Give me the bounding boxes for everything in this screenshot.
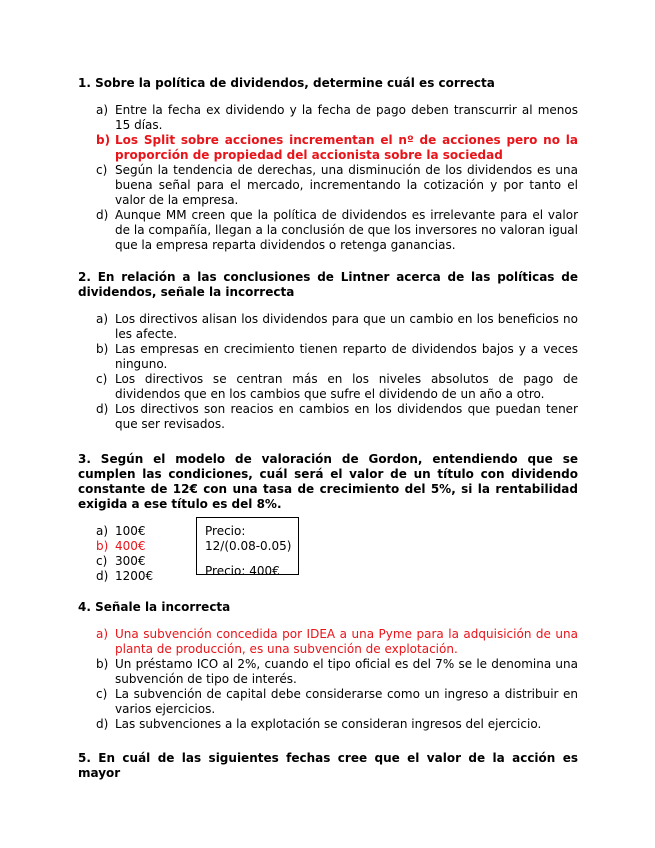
option-2c — [78, 372, 578, 402]
question-2-options — [78, 312, 578, 432]
question-2-title: 2. En relación a las conclusiones de Lintner acerca de las políticas de dividendos, señale la incorrecta — [78, 270, 578, 299]
option-4d — [78, 717, 578, 732]
calculation-spacer — [205, 554, 298, 564]
calculation-result: Precio: 400€ — [205, 564, 280, 578]
option-letter: c) — [96, 687, 108, 701]
option-4b — [78, 657, 578, 687]
option-letter: c) — [96, 554, 108, 568]
option-text: Los Split sobre acciones incrementan el nº de acciones pero no la proporción de propiedad del accionista sobre la sociedad — [115, 133, 578, 162]
option-letter: d) — [96, 402, 109, 416]
option-1b — [78, 133, 578, 163]
option-text: Los directivos se centran más en los niveles absolutos de pago de dividendos que en los cambios que sufre el dividendo de un año a otro. — [115, 372, 578, 401]
question-3-options — [78, 524, 178, 584]
option-letter: b) — [96, 133, 111, 147]
question-1 — [78, 76, 578, 253]
option-letter: a) — [96, 524, 109, 538]
option-letter: d) — [96, 717, 109, 731]
calculation-box — [196, 517, 299, 578]
option-letter: b) — [96, 657, 109, 671]
option-3a — [78, 524, 178, 539]
option-letter: d) — [96, 208, 109, 222]
question-5-title: 5. En cuál de las siguientes fechas cree que el valor de la acción es mayor — [78, 751, 578, 780]
option-text: Aunque MM creen que la política de dividendos es irrelevante para el valor de la compañía, llegan a la conclusión de que los inversores no valoran igual que la empresa reparta dividendos o retenga ganancias. — [115, 208, 578, 252]
question-5 — [78, 751, 578, 793]
option-letter: d) — [96, 569, 109, 583]
option-text: Los directivos son reacios en cambios en los dividendos que puedan tener que ser revisados. — [115, 402, 578, 431]
option-letter: a) — [96, 103, 109, 117]
option-3d — [78, 569, 178, 584]
option-letter: c) — [96, 372, 108, 386]
question-2 — [78, 270, 578, 432]
question-4-title: 4. Señale la incorrecta — [78, 600, 231, 614]
question-1-options — [78, 103, 578, 253]
option-letter: a) — [96, 627, 109, 641]
question-3-title: 3. Según el modelo de valoración de Gordon, entendiendo que se cumplen las condiciones, cuál será el valor de un título con dividendo constante de 12€ con una tasa de crecimiento del 5%, si la rentabilidad exigida a ese título es del 8%. — [78, 452, 578, 511]
option-1a — [78, 103, 578, 133]
option-text: 100€ — [115, 524, 146, 538]
question-1-title: 1. Sobre la política de dividendos, determine cuál es correcta — [78, 76, 495, 90]
option-text: La subvención de capital debe considerarse como un ingreso a distribuir en varios ejercicios. — [115, 687, 578, 716]
option-2a — [78, 312, 578, 342]
option-letter: c) — [96, 163, 108, 177]
option-text: Entre la fecha ex dividendo y la fecha de pago deben transcurrir al menos 15 días. — [115, 103, 578, 132]
option-text: 400€ — [115, 539, 146, 553]
option-4a — [78, 627, 578, 657]
question-4 — [78, 600, 578, 732]
option-text: 1200€ — [115, 569, 154, 583]
option-text: Según la tendencia de derechas, una disminución de los dividendos es una buena señal para el mercado, incrementando la cotización y por tanto el valor de la empresa. — [115, 163, 578, 207]
option-4c — [78, 687, 578, 717]
option-2b — [78, 342, 578, 372]
option-text: Los directivos alisan los dividendos para que un cambio en los beneficios no les afecte. — [115, 312, 578, 341]
option-text: Las subvenciones a la explotación se consideran ingresos del ejercicio. — [115, 717, 542, 731]
option-text: Un préstamo ICO al 2%, cuando el tipo oficial es del 7% se le denomina una subvención de tipo de interés. — [115, 657, 578, 686]
option-text: 300€ — [115, 554, 146, 568]
option-1c — [78, 163, 578, 208]
calculation-formula: Precio: 12/(0.08-0.05) — [205, 524, 292, 553]
option-1d — [78, 208, 578, 253]
option-text: Las empresas en crecimiento tienen reparto de dividendos bajos y a veces ninguno. — [115, 342, 578, 371]
option-3c — [78, 554, 178, 569]
option-text: Una subvención concedida por IDEA a una Pyme para la adquisición de una planta de producción, es una subvención de explotación. — [115, 627, 578, 656]
option-letter: b) — [96, 539, 109, 553]
question-4-options — [78, 627, 578, 732]
option-letter: b) — [96, 342, 109, 356]
option-3b — [78, 539, 178, 554]
option-letter: a) — [96, 312, 109, 326]
question-3 — [78, 452, 578, 584]
option-2d — [78, 402, 578, 432]
